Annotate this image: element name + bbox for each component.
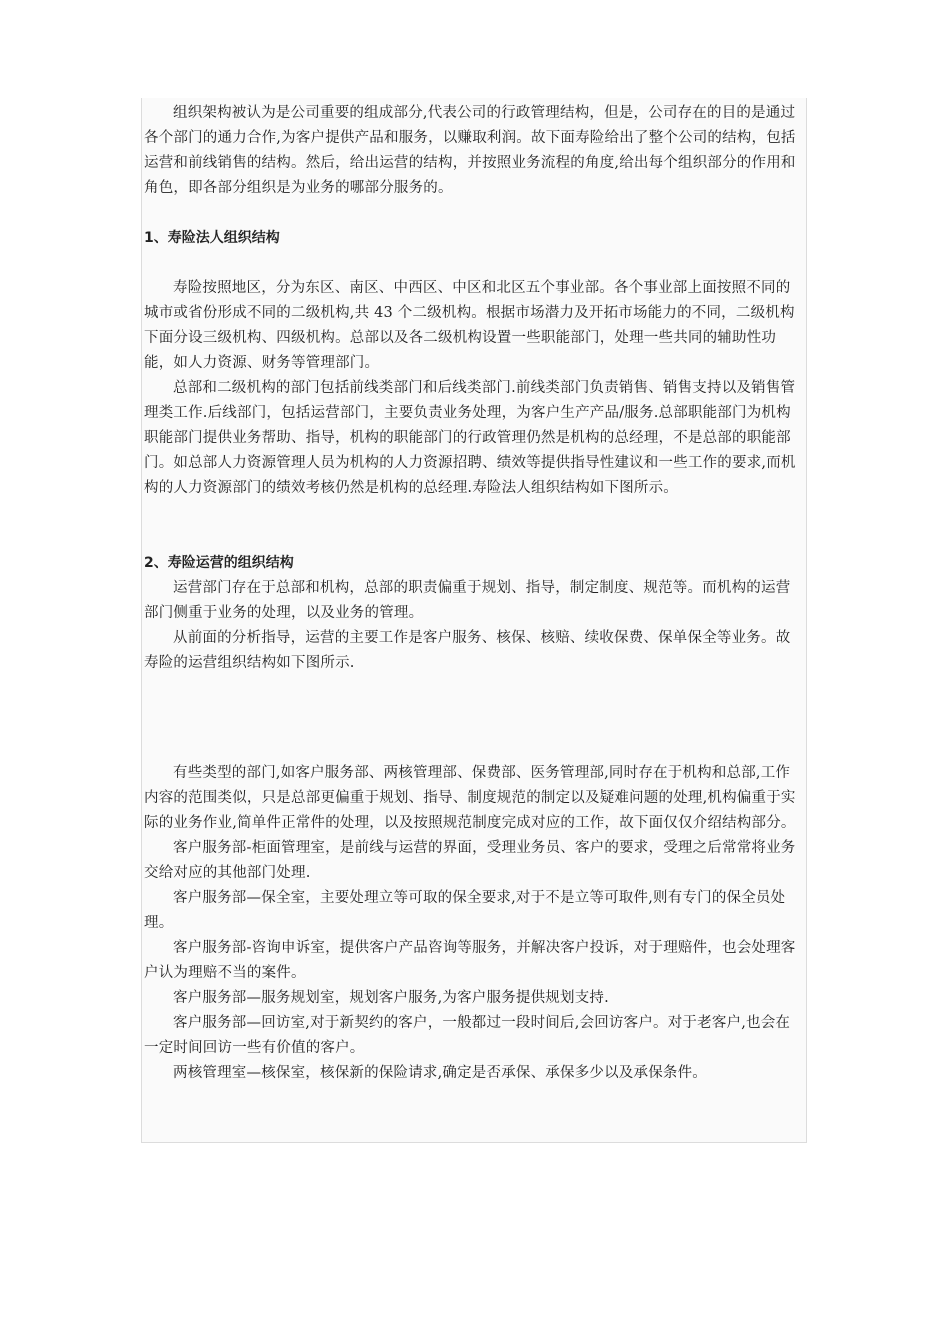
section-2-paragraph-2: 从前面的分析指导，运营的主要工作是客户服务、核保、核赔、续收保费、保单保全等业务。故寿险的运营组织结构如下图所示. bbox=[144, 630, 791, 671]
section-1-paragraph-1: 寿险按照地区，分为东区、南区、中西区、中区和北区五个事业部。各个事业部上面按照不同的城市或省份形成不同的二级机构,共 43 个二级机构。根据市场潜力及开拓市场能力的不同，二级机构下面分设三级机构、四级机构。总部以及各二级机构设置一些职能部门，处理一些共同的辅助性功能，如人力资源、财务等管理部门。 bbox=[144, 280, 795, 371]
section-1-heading: 1、寿险法人组织结构 bbox=[144, 230, 280, 246]
figure-placeholder-operations-structure bbox=[144, 676, 804, 761]
section-3-paragraph-4: 客户服务部-咨询申诉室，提供客户产品咨询等服务，并解决客户投诉，对于理赔件，也会处理客户认为理赔不当的案件。 bbox=[144, 940, 796, 981]
section-3-paragraph-7: 两核管理室—核保室，核保新的保险请求,确定是否承保、承保多少以及承保条件。 bbox=[173, 1065, 708, 1081]
spacer bbox=[144, 251, 804, 276]
document-body bbox=[141, 98, 807, 1143]
section-3-paragraph-2: 客户服务部-柜面管理室，是前线与运营的界面，受理业务员、客户的要求，受理之后常常将业务交给对应的其他部门处理. bbox=[144, 840, 796, 881]
intro-paragraph: 组织架构被认为是公司重要的组成部分,代表公司的行政管理结构，但是，公司存在的目的是通过各个部门的通力合作,为客户提供产品和服务，以赚取利润。故下面寿险给出了整个公司的结构，包括运营和前线销售的结构。然后，给出运营的结构，并按照业务流程的角度,给出每个组织部分的作用和角色，即各部分组织是为业务的哪部分服务的。 bbox=[144, 105, 796, 196]
section-1-paragraph-2: 总部和二级机构的部门包括前线类部门和后线类部门.前线类部门负责销售、销售支持以及销售管理类工作.后线部门，包括运营部门，主要负责业务处理，为客户生产产品/服务.总部职能部门为机构职能部门提供业务帮助、指导，机构的职能部门的行政管理仍然是机构的总经理，不是总部的职能部门。如总部人力资源管理人员为机构的人力资源招聘、绩效等提供指导性建议和一些工作的要求,而机构的人力资源部门的绩效考核仍然是机构的总经理.寿险法人组织结构如下图所示。 bbox=[144, 380, 796, 496]
section-3-paragraph-3: 客户服务部—保全室，主要处理立等可取的保全要求,对于不是立等可取件,则有专门的保全员处理。 bbox=[144, 890, 786, 931]
section-3-paragraph-5: 客户服务部—服务规划室，规划客户服务,为客户服务提供规划支持. bbox=[173, 990, 609, 1006]
section-2-heading: 2、寿险运营的组织结构 bbox=[144, 555, 294, 571]
section-3-paragraph-1: 有些类型的部门,如客户服务部、两核管理部、保费部、医务管理部,同时存在于机构和总部,工作内容的范围类似，只是总部更偏重于规划、指导、制度规范的制定以及疑难问题的处理,机构偏重于实际的业务作业,简单件正常件的处理，以及按照规范制度完成对应的工作，故下面仅仅介绍结构部分。 bbox=[144, 765, 796, 831]
spacer bbox=[144, 201, 804, 226]
figure-placeholder-legal-structure bbox=[144, 501, 804, 551]
section-3-paragraph-6: 客户服务部—回访室,对于新契约的客户，一般都过一段时间后,会回访客户。对于老客户,也会在一定时间回访一些有价值的客户。 bbox=[144, 1015, 791, 1056]
section-2-paragraph-1: 运营部门存在于总部和机构，总部的职责偏重于规划、指导，制定制度、规范等。而机构的运营部门侧重于业务的处理，以及业务的管理。 bbox=[144, 580, 791, 621]
